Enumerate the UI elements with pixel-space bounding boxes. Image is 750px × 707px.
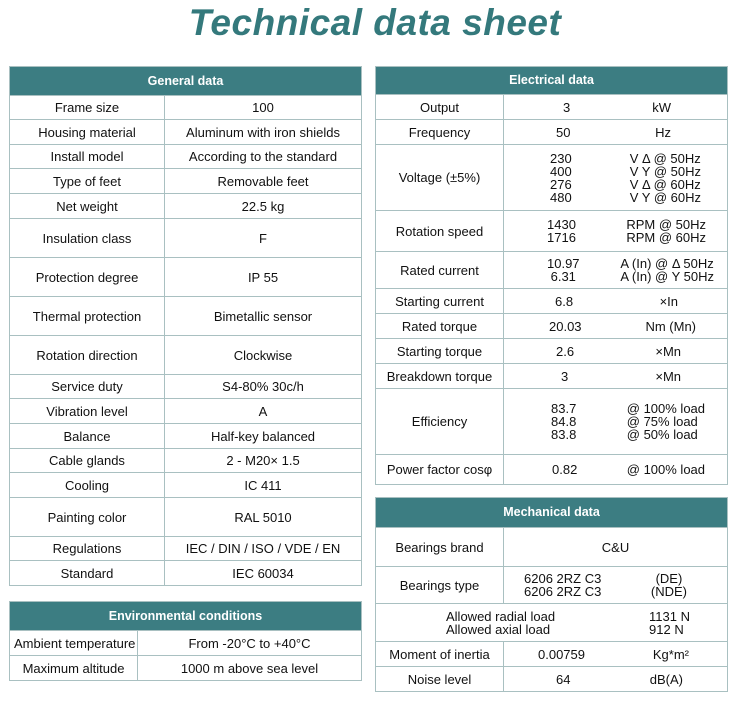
efficiency-value: 83.8 bbox=[551, 427, 577, 442]
table-row bbox=[10, 169, 362, 194]
rotation-speed-value: 1430 bbox=[547, 217, 576, 232]
output-unit: kW bbox=[652, 99, 672, 115]
table-row bbox=[10, 145, 362, 169]
rotation-speed-unit: RPM @ 50Hz bbox=[626, 217, 707, 232]
general-row-label: Thermal protection bbox=[10, 297, 165, 336]
table-row bbox=[10, 631, 362, 656]
voltage-value: 230 bbox=[550, 150, 572, 166]
starting-current-value: 6.8 bbox=[555, 293, 574, 309]
starting-torque-unit: ×Mn bbox=[655, 343, 682, 359]
table-row bbox=[10, 449, 362, 473]
moment-of-inertia-unit: Kg*m² bbox=[652, 646, 690, 662]
starting-current-label: Starting current bbox=[376, 289, 504, 314]
electrical-data-header: Electrical data bbox=[376, 67, 728, 95]
table-row bbox=[10, 561, 362, 586]
environment-row-label: Maximum altitude bbox=[10, 656, 138, 681]
table-row bbox=[10, 258, 362, 297]
table-row bbox=[10, 297, 362, 336]
efficiency-unit: @ 100% load bbox=[626, 401, 706, 416]
power-factor-label: Power factor cosφ bbox=[376, 455, 504, 485]
general-row-label: Insulation class bbox=[10, 219, 165, 258]
general-row-value: Bimetallic sensor bbox=[165, 297, 362, 336]
table-row bbox=[376, 604, 728, 642]
general-row-label: Service duty bbox=[10, 375, 165, 399]
general-row-label: Protection degree bbox=[10, 258, 165, 297]
general-row-label: Net weight bbox=[10, 194, 165, 219]
environmental-header: Environmental conditions bbox=[10, 602, 362, 631]
environment-row-value: From -20°C to +40°C bbox=[138, 631, 362, 656]
general-row-value: According to the standard bbox=[165, 145, 362, 169]
general-data-header: General data bbox=[10, 67, 362, 96]
table-row bbox=[10, 424, 362, 449]
frequency-label: Frequency bbox=[376, 120, 504, 145]
page-title: Technical data sheet bbox=[188, 2, 562, 43]
table-row bbox=[376, 528, 728, 567]
general-row-value: 2 - M20× 1.5 bbox=[165, 449, 362, 473]
table-row bbox=[10, 96, 362, 120]
table-row bbox=[376, 211, 728, 252]
voltage-value: 276 bbox=[550, 176, 572, 192]
table-row bbox=[376, 567, 728, 604]
frequency-value: 50 bbox=[556, 124, 571, 140]
table-row bbox=[376, 364, 728, 389]
table-row bbox=[10, 336, 362, 375]
general-row-label: Regulations bbox=[10, 537, 165, 561]
mechanical-data-table bbox=[375, 497, 728, 692]
power-factor-unit: @ 100% load bbox=[626, 462, 706, 477]
table-row bbox=[376, 289, 728, 314]
rated-torque-label: Rated torque bbox=[376, 314, 504, 339]
general-row-label: Balance bbox=[10, 424, 165, 449]
bearings-brand-value: C&U bbox=[504, 528, 728, 567]
electrical-data-table bbox=[375, 66, 728, 485]
general-row-value: Clockwise bbox=[165, 336, 362, 375]
general-row-value: S4-80% 30c/h bbox=[165, 375, 362, 399]
table-row bbox=[376, 145, 728, 211]
table-row bbox=[10, 656, 362, 681]
voltage-value: 480 bbox=[550, 189, 572, 205]
table-row bbox=[376, 95, 728, 120]
general-row-label: Cooling bbox=[10, 473, 165, 498]
voltage-unit: V Y @ 60Hz bbox=[629, 189, 702, 205]
table-row bbox=[10, 537, 362, 561]
breakdown-torque-unit: ×Mn bbox=[655, 368, 682, 384]
noise-level-unit: dB(A) bbox=[649, 671, 684, 687]
mechanical-data-header: Mechanical data bbox=[376, 498, 728, 528]
noise-level-value: 64 bbox=[556, 671, 571, 687]
output-label: Output bbox=[376, 95, 504, 120]
table-row bbox=[376, 120, 728, 145]
load-label: Allowed radial load bbox=[446, 608, 556, 624]
general-row-label: Type of feet bbox=[10, 169, 165, 194]
bearings-type-value: 6206 2RZ C3 bbox=[524, 584, 602, 599]
rated-current-label: Rated current bbox=[376, 252, 504, 289]
general-row-value: IC 411 bbox=[165, 473, 362, 498]
voltage-unit: V Δ @ 60Hz bbox=[629, 176, 701, 192]
environment-row-value: 1000 m above sea level bbox=[138, 656, 362, 681]
general-row-label: Frame size bbox=[10, 96, 165, 120]
starting-current-unit: ×In bbox=[659, 293, 679, 309]
table-row bbox=[10, 194, 362, 219]
table-row bbox=[376, 389, 728, 455]
table-row bbox=[10, 219, 362, 258]
general-row-label: Install model bbox=[10, 145, 165, 169]
rated-current-value: 6.31 bbox=[550, 269, 576, 284]
bearings-type-value: 6206 2RZ C3 bbox=[524, 571, 602, 586]
general-data-body bbox=[10, 96, 362, 586]
environmental-table bbox=[9, 601, 362, 681]
general-data-table bbox=[9, 66, 362, 586]
rated-current-unit: A (In) @ Y 50Hz bbox=[620, 269, 715, 284]
breakdown-torque-value: 3 bbox=[561, 368, 569, 384]
general-row-value: A bbox=[165, 399, 362, 424]
starting-torque-label: Starting torque bbox=[376, 339, 504, 364]
efficiency-unit: @ 50% load bbox=[626, 427, 698, 442]
general-row-value: Aluminum with iron shields bbox=[165, 120, 362, 145]
general-row-value: 100 bbox=[165, 96, 362, 120]
rotation-speed-value: 1716 bbox=[547, 230, 576, 245]
general-row-value: IEC / DIN / ISO / VDE / EN bbox=[165, 537, 362, 561]
rated-torque-unit: Nm (Mn) bbox=[645, 318, 697, 334]
table-row bbox=[10, 498, 362, 537]
bearings-brand-label: Bearings brand bbox=[376, 528, 504, 567]
table-row bbox=[376, 667, 728, 692]
general-row-label: Cable glands bbox=[10, 449, 165, 473]
frequency-unit: Hz bbox=[655, 124, 672, 140]
rated-current-unit: A (In) @ Δ 50Hz bbox=[620, 256, 714, 271]
noise-level-label: Noise level bbox=[376, 667, 504, 692]
table-row bbox=[10, 473, 362, 498]
efficiency-value: 84.8 bbox=[551, 414, 577, 429]
voltage-label: Voltage (±5%) bbox=[376, 145, 504, 211]
moment-of-inertia-value: 0.00759 bbox=[538, 646, 585, 662]
voltage-unit: V Δ @ 50Hz bbox=[629, 150, 701, 166]
general-row-value: Half-key balanced bbox=[165, 424, 362, 449]
table-row bbox=[376, 314, 728, 339]
starting-torque-value: 2.6 bbox=[556, 343, 575, 359]
general-row-label: Rotation direction bbox=[10, 336, 165, 375]
bearings-type-unit: (NDE) bbox=[650, 584, 688, 599]
general-row-label: Vibration level bbox=[10, 399, 165, 424]
general-row-value: Removable feet bbox=[165, 169, 362, 194]
efficiency-unit: @ 75% load bbox=[626, 414, 698, 429]
load-label: Allowed axial load bbox=[446, 621, 551, 637]
breakdown-torque-label: Breakdown torque bbox=[376, 364, 504, 389]
table-row bbox=[10, 375, 362, 399]
general-row-label: Standard bbox=[10, 561, 165, 586]
general-row-value: F bbox=[165, 219, 362, 258]
general-row-label: Painting color bbox=[10, 498, 165, 537]
table-row bbox=[376, 339, 728, 364]
rated-torque-value: 20.03 bbox=[549, 318, 582, 334]
table-row bbox=[10, 399, 362, 424]
general-row-value: 22.5 kg bbox=[165, 194, 362, 219]
efficiency-value: 83.7 bbox=[551, 401, 577, 416]
rotation-speed-unit: RPM @ 60Hz bbox=[626, 230, 707, 245]
bearings-type-unit: (DE) bbox=[655, 571, 683, 586]
bearings-type-label: Bearings type bbox=[376, 567, 504, 604]
power-factor-value: 0.82 bbox=[552, 462, 578, 477]
general-row-label: Housing material bbox=[10, 120, 165, 145]
environment-row-label: Ambient temperature bbox=[10, 631, 138, 656]
table-row bbox=[376, 252, 728, 289]
output-value: 3 bbox=[563, 99, 571, 115]
general-row-value: IP 55 bbox=[165, 258, 362, 297]
efficiency-label: Efficiency bbox=[376, 389, 504, 455]
rotation-speed-label: Rotation speed bbox=[376, 211, 504, 252]
load-value: 1131 N bbox=[649, 608, 691, 624]
rated-current-value: 10.97 bbox=[547, 256, 580, 271]
table-row bbox=[10, 120, 362, 145]
voltage-value: 400 bbox=[550, 163, 572, 179]
general-row-value: RAL 5010 bbox=[165, 498, 362, 537]
environmental-body bbox=[10, 631, 362, 681]
moment-of-inertia-label: Moment of inertia bbox=[376, 642, 504, 667]
general-row-value: IEC 60034 bbox=[165, 561, 362, 586]
table-row bbox=[376, 455, 728, 485]
load-value: 912 N bbox=[649, 621, 684, 637]
voltage-unit: V Y @ 50Hz bbox=[629, 163, 702, 179]
table-row bbox=[376, 642, 728, 667]
